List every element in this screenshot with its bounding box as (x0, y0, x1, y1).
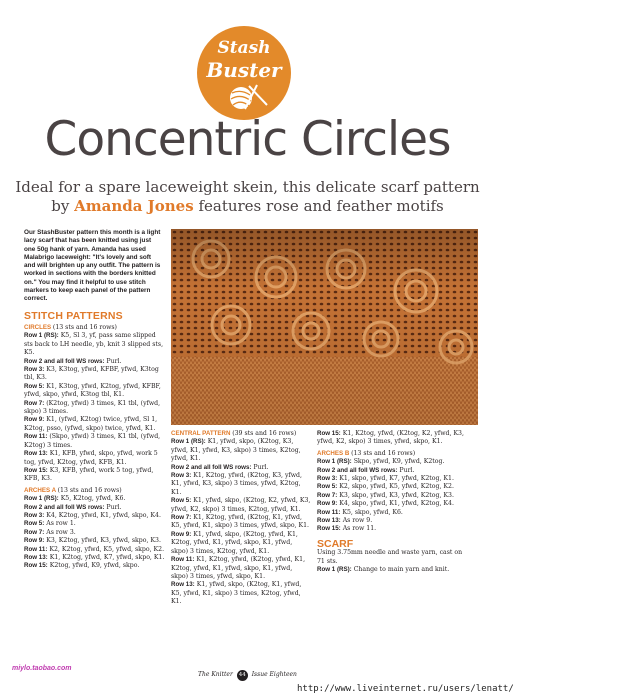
pattern-row (317, 492, 467, 500)
row-label: Row 3: (171, 472, 192, 480)
pattern-row (24, 416, 166, 433)
row-instruction: K1, skpo, yfwd, K7, yfwd, K2tog, K1. (339, 475, 454, 483)
pattern-row (171, 464, 311, 472)
pattern-section-title (171, 430, 311, 438)
row-instruction: K3, KFB, yfwd, work 5 tog, yfwd, KFB, K3. (24, 466, 154, 483)
pattern-row (24, 495, 166, 503)
pattern-row (317, 509, 467, 517)
pattern-row (24, 504, 166, 512)
subtitle-line1: Ideal for a spare laceweight skein, this delicate scarf pattern (15, 178, 480, 196)
pattern-section-title (317, 450, 467, 458)
row-label: Row 15: (24, 466, 48, 474)
row-instruction: K5, K2tog, yfwd, K6. (60, 495, 126, 503)
row-instruction: K1, K2tog, yfwd, (K2tog, K3, yfwd, K1, yfwd, K3, skpo) 3 times, yfwd, K2tog, K1. (171, 472, 302, 496)
row-label: Row 1 (RS): (24, 332, 59, 340)
footer-issue: Issue Eighteen (251, 671, 297, 678)
row-instruction: K2tog, yfwd, K9, yfwd, skpo. (49, 562, 140, 570)
pattern-row (171, 438, 311, 463)
watermark-url: http://www.liveinternet.ru/users/lenatt/ (297, 684, 514, 694)
badge-line1: Stash (217, 38, 271, 58)
row-instruction: Purl. (106, 357, 122, 365)
pattern-row (317, 500, 467, 508)
row-label: Row 15: (24, 562, 48, 570)
section-count: (13 sts and 16 rows) (57, 486, 122, 494)
pattern-row (24, 433, 166, 450)
row-label: Row 9: (24, 537, 45, 545)
subtitle-by: by (51, 197, 70, 215)
section-label: ARCHES A (24, 486, 56, 494)
pattern-row (171, 581, 311, 606)
row-label: Row 9: (317, 500, 338, 508)
row-label: Row 1 (RS): (171, 438, 206, 446)
row-label: Row 2 and all foll WS rows: (171, 463, 252, 471)
pattern-row (24, 520, 166, 528)
row-label: Row 11: (171, 556, 195, 564)
pattern-row (24, 467, 166, 484)
pattern-row (24, 358, 166, 366)
row-label: Row 1 (RS): (24, 495, 59, 503)
row-label: Row 2 and all foll WS rows: (317, 466, 398, 474)
row-instruction: K1, (yfwd, K2tog) twice, yfwd, Sl 1, K2tog, psso, (yfwd, skpo) twice, yfwd, K1. (24, 416, 158, 432)
row-instruction: K1, K2tog, yfwd, K7, yfwd, skpo, K1. (49, 553, 165, 561)
row-label: Row 3: (24, 366, 45, 374)
row-label: Row 7: (24, 399, 45, 407)
pattern-row (317, 430, 467, 447)
pattern-row (171, 514, 311, 531)
section-count: (13 sts and 16 rows) (351, 449, 416, 457)
pattern-column-1 (24, 324, 166, 571)
pattern-row (317, 525, 467, 533)
row-label: Row 3: (317, 475, 338, 483)
row-instruction: K1, K2tog, yfwd, (K2tog, yfwd, K1, K2tog, yfwd, K1, yfwd, skpo, K1, yfwd, skpo) 3 times, yfwd, skpo, K1. (171, 556, 306, 580)
section-count: (39 sts and 16 rows) (232, 430, 297, 437)
row-label: Row 13: (24, 450, 48, 458)
pattern-section-title (24, 324, 166, 332)
photo-caption: The concentric circle stitch pattern is both clever and unusual (577, 465, 643, 485)
row-instruction: K3, K3tog, yfwd, KFBF, yfwd, K3tog tbl, K3. (24, 366, 159, 382)
author-name: Amanda Jones (74, 197, 194, 215)
row-label: Row 9: (171, 530, 192, 538)
pattern-row (24, 450, 166, 467)
row-label: Row 7: (24, 528, 45, 536)
badge-line2: Buster (206, 58, 282, 82)
pattern-row (24, 332, 166, 357)
row-label: Row 5: (171, 497, 192, 505)
section-label: ARCHES B (317, 449, 350, 457)
pattern-row (24, 512, 166, 520)
subtitle-line2 (10, 197, 485, 215)
row-instruction: As row 1. (46, 520, 76, 528)
pattern-row (171, 497, 311, 514)
pattern-row (171, 531, 311, 556)
row-instruction: K5, skpo, yfwd, K6. (342, 508, 403, 516)
stashbuster-badge (197, 26, 291, 120)
pattern-row (24, 366, 166, 383)
row-instruction: K1, K3tog, yfwd, K2tog, yfwd, KFBF, yfwd, skpo, yfwd, K3tog tbl, K1. (24, 382, 161, 399)
row-instruction: Skpo, yfwd, K9, yfwd, K2tog. (353, 458, 445, 466)
pattern-row (317, 566, 467, 574)
row-label: Row 5: (24, 382, 45, 390)
row-label: Row 11: (24, 545, 48, 553)
pattern-row (24, 537, 166, 545)
row-instruction: Purl. (253, 463, 269, 471)
page-title: Concentric Circles (44, 112, 451, 167)
row-label: Row 15: (317, 525, 341, 533)
row-label: Row 9: (24, 416, 45, 424)
row-label: Row 13: (24, 553, 48, 561)
page-number: 44 (237, 670, 248, 681)
row-label: Row 7: (171, 514, 192, 522)
page-footer (198, 670, 297, 681)
pattern-row (171, 556, 311, 581)
row-label: Row 15: (317, 430, 341, 437)
pattern-column-2 (171, 430, 311, 607)
row-label: Row 2 and all foll WS rows: (24, 357, 105, 365)
row-label: Row 5: (317, 483, 338, 491)
row-label: Row 3: (24, 511, 45, 519)
row-label: Row 13: (171, 581, 195, 589)
row-label: Row 1 (RS): (317, 458, 352, 466)
row-instruction: Change to main yarn and knit. (353, 566, 450, 574)
row-instruction: K3, K2tog, yfwd, K3, yfwd, skpo, K3. (46, 537, 161, 545)
intro-paragraph: Our StashBuster pattern this month is a light lacy scarf that has been knitted using just one 50g hank of yarn. Amanda has used Malabrigo laceweight: "It's lovely and soft and will brighten up any outfit. The pattern is worked in sections with the borders knitted on." You may find it helpful to use stitch markers to keep each panel of the pattern correct. (24, 229, 161, 303)
pattern-row (317, 458, 467, 466)
pattern-row (317, 475, 467, 483)
section-label: CENTRAL PATTERN (171, 430, 231, 437)
row-instruction: K1, yfwd, skpo, (K2tog, K2, yfwd, K3, yfwd, K2, skpo) 3 times, K2tog, yfwd, K1. (171, 497, 311, 513)
footer-magazine: The Knitter (198, 671, 233, 678)
pattern-row (317, 467, 467, 475)
row-instruction: As row 3. (46, 528, 76, 536)
pattern-row (317, 517, 467, 525)
row-instruction: K1, yfwd, skpo, (K2tog, K1, yfwd, K5, yfwd, K1, skpo) 3 times, K2tog, yfwd, K1. (171, 581, 302, 606)
row-label: Row 1 (RS): (317, 566, 352, 574)
pattern-row (24, 529, 166, 537)
row-label: Row 5: (24, 520, 45, 528)
subtitle-rest: features rose and feather motifs (198, 197, 444, 215)
row-instruction: Purl. (106, 503, 122, 511)
pattern-section-title (24, 487, 166, 495)
row-instruction: K1, KFB, yfwd, skpo, yfwd, work 5 tog, yfwd, K2tog, yfwd, KFB, K1. (24, 450, 158, 466)
watermark-site: miylo.taobao.com (12, 665, 72, 672)
stitch-patterns-heading: STITCH PATTERNS (24, 310, 123, 322)
pattern-column-3 (317, 430, 467, 575)
row-instruction: K1, yfwd, skpo, (K2tog, K3, yfwd, K1, yfwd, K3, skpo) 3 times, K2tog, yfwd, K1. (171, 438, 301, 463)
lace-photo-image (171, 229, 478, 425)
section-label: CIRCLES (24, 324, 52, 331)
row-instruction: As row 11. (342, 525, 377, 533)
pattern-row (24, 554, 166, 562)
row-instruction: K4, skpo, yfwd, K1, yfwd, K2tog, K4. (339, 500, 454, 508)
pattern-row (24, 383, 166, 400)
yarn-ball-icon (219, 83, 269, 111)
pattern-row (24, 400, 166, 417)
row-instruction: K3, skpo, yfwd, K3, yfwd, K2tog, K3. (339, 491, 454, 499)
section-count: (13 sts and 16 rows) (52, 324, 117, 331)
pattern-row (24, 546, 166, 554)
row-instruction: K1, yfwd, skpo, (K2tog, yfwd, K1, K2tog, yfwd, K1, yfwd, skpo, K1, yfwd, skpo) 3 times, K2tog, yfwd, K1. (171, 530, 298, 555)
pattern-row (317, 483, 467, 491)
row-label: Row 7: (317, 491, 338, 499)
row-instruction: (K2tog, yfwd) 3 times, K1 tbl, (yfwd, skpo) 3 times. (24, 399, 161, 416)
row-label: Row 2 and all foll WS rows: (24, 503, 105, 511)
row-instruction: K1, K2tog, yfwd, (K2tog, K2, yfwd, K3, yfwd, K2, skpo) 3 times, yfwd, skpo, K1. (317, 430, 464, 446)
row-label: Row 13: (317, 517, 341, 525)
section-heading: SCARF (317, 537, 354, 550)
row-instruction: Purl. (399, 466, 415, 474)
instruction-text: Using 3.75mm needle and waste yarn, cast on 71 sts. (317, 549, 463, 565)
row-label: Row 11: (317, 508, 341, 516)
pattern-row (24, 562, 166, 570)
row-instruction: K4, K2tog, yfwd, K1, yfwd, skpo, K4. (46, 511, 161, 519)
row-instruction: K2, K2tog, yfwd, K5, yfwd, skpo, K2. (49, 545, 165, 553)
row-instruction: K5, Sl 3, yf, pass same slipped sts back to LH needle, yb, knit 3 slipped sts, K5. (24, 332, 164, 357)
row-instruction: (Skpo, yfwd) 3 times, K1 tbl, (yfwd, K2tog) 3 times. (24, 433, 161, 449)
row-label: Row 11: (24, 433, 48, 441)
row-instruction: As row 9. (342, 517, 373, 525)
row-instruction: K1, K2tog, yfwd, (K2tog, K1, yfwd, K5, yfwd, K1, skpo) 3 times, yfwd, skpo, K1. (171, 514, 310, 530)
row-instruction: K2, skpo, yfwd, K5, yfwd, K2tog, K2. (339, 483, 454, 491)
pattern-row (171, 472, 311, 497)
